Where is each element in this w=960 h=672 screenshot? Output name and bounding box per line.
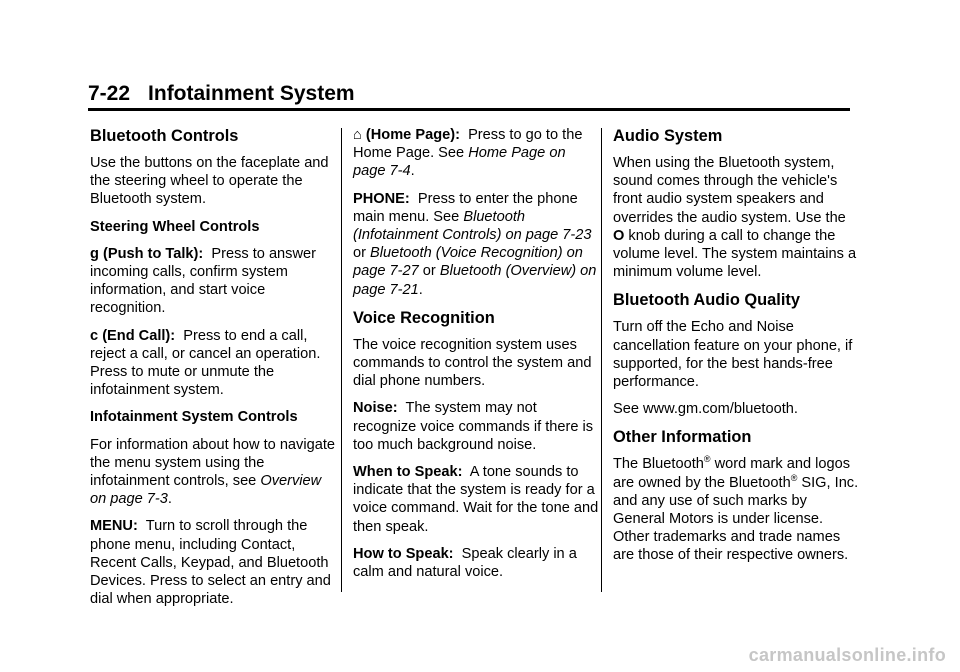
phone-paragraph: PHONE: Press to enter the phone main menu. See Bluetooth (Infotainment Controls) on page 7-23 or Bluetooth (Voice Recognition) on page 7-27 or Bluetooth (Overview) on page 7-21. [353,190,597,298]
phone-reference-2: Bluetooth (Voice Recognition) on page 7-27 [353,245,583,280]
column-divider [341,128,342,592]
noise-text: The system may not recognize voice commands if there is too much background noise. [353,400,594,453]
when-to-speak-term: When to Speak: [353,464,463,481]
push-to-talk-term: (Push to Talk): [102,245,204,262]
how-to-speak-text: Speak clearly in a calm and natural voice. [353,545,577,581]
phone-text: Press to enter the phone main menu. See [353,190,578,225]
end-call-text: Press to end a call, reject a call, or cancel an operation. Press to mute or unmute the infotainment system. [90,327,321,399]
end-call-paragraph [90,327,336,400]
info-text: For information about how to navigate the menu system using the infotainment controls, see [90,436,335,490]
phone-term: PHONE: [353,190,410,207]
infotainment-controls-heading: Infotainment System Controls [90,409,298,426]
registered-mark: ® [790,472,798,483]
trademark-paragraph [613,455,859,564]
trademark-text-c: SIG, Inc. and any use of such marks by General Motors is under license. Other trademarks and trade names are those of their respective owners. [613,474,859,564]
column-middle [353,126,599,590]
when-to-speak-paragraph [353,463,599,536]
home-page-term: (Home Page): [365,127,460,143]
audio-text-1: When using the Bluetooth system, sound comes through the vehicle's front audio system speakers and overrides the audio system. Use the [613,155,846,226]
audio-paragraph [613,154,859,281]
home-page-reference: Home Page on page 7-4 [353,145,566,180]
menu-paragraph [90,517,336,608]
phone-reference-3: Bluetooth (Overview) on page 7-21 [353,263,597,298]
push-to-talk-icon: g [90,245,99,262]
column-left [90,126,336,617]
push-to-talk-paragraph [90,245,336,318]
intro-paragraph: Use the buttons on the faceplate and the steering wheel to operate the Bluetooth system. [90,155,329,208]
bluetooth-controls-heading: Bluetooth Controls [90,127,239,145]
overview-reference: Overview on page 7-3 [90,473,322,508]
section-title: Infotainment System [148,82,355,105]
voice-intro-paragraph: The voice recognition system uses commands to control the system and dial phone numbers. [353,336,592,390]
steering-controls-heading: Steering Wheel Controls [90,218,260,235]
menu-text: Turn to scroll through the phone menu, including Contact, Recent Calls, Keypad, and Bluetooth Devices. Press to select an entry and dial when appropriate. [90,518,331,608]
info-paragraph: For information about how to navigate the menu system using the infotainment controls, see Overview on page 7-3. [90,436,335,508]
volume-knob-icon: O [613,227,625,244]
home-icon: ⌂ [353,127,362,143]
audio-system-heading: Audio System [613,127,723,145]
how-to-speak-term: How to Speak: [353,545,454,562]
home-page-paragraph: ⌂ (Home Page): Press to go to the Home Page. See Home Page on page 7-4. [353,127,583,180]
how-to-speak-paragraph [353,545,599,581]
when-to-speak-text: A tone sounds to indicate that the system is ready for a voice command. Wait for the tone and then speak. [353,464,599,535]
phone-or-1: or [353,245,366,262]
noise-term: Noise: [353,400,398,417]
watermark: carmanualsonline.info [748,645,946,665]
phone-or-2: or [422,263,436,280]
push-to-talk-text: Press to answer incoming calls, confirm system information, and start voice recognition. [90,245,316,317]
column-divider [601,128,602,592]
audio-text-2: knob during a call to change the volume level. The system maintains a minimum volume level. [613,227,857,281]
quality-paragraph: Turn off the Echo and Noise cancellation feature on your phone, if supported, for the best hands-free performance. [613,319,853,391]
registered-mark: ® [703,454,711,465]
end-call-icon: c [90,327,99,344]
column-right [613,126,859,574]
voice-recognition-heading: Voice Recognition [353,308,495,327]
page-number: 7-22 [88,82,131,105]
menu-term: MENU: [90,518,138,535]
other-information-heading: Other Information [613,428,752,447]
trademark-text-a: The Bluetooth [613,456,704,473]
page-header [88,82,850,111]
audio-quality-heading: Bluetooth Audio Quality [613,291,800,310]
noise-paragraph [353,399,599,454]
end-call-term: (End Call): [102,327,176,344]
home-page-text: Press to go to the Home Page. See [353,127,583,162]
phone-reference-1: Bluetooth (Infotainment Controls) on page 7-23 [353,208,592,244]
trademark-text-b: word mark and logos are owned by the Bluetooth [613,456,851,491]
quality-see-paragraph: See www.gm.com/bluetooth. [613,401,798,418]
